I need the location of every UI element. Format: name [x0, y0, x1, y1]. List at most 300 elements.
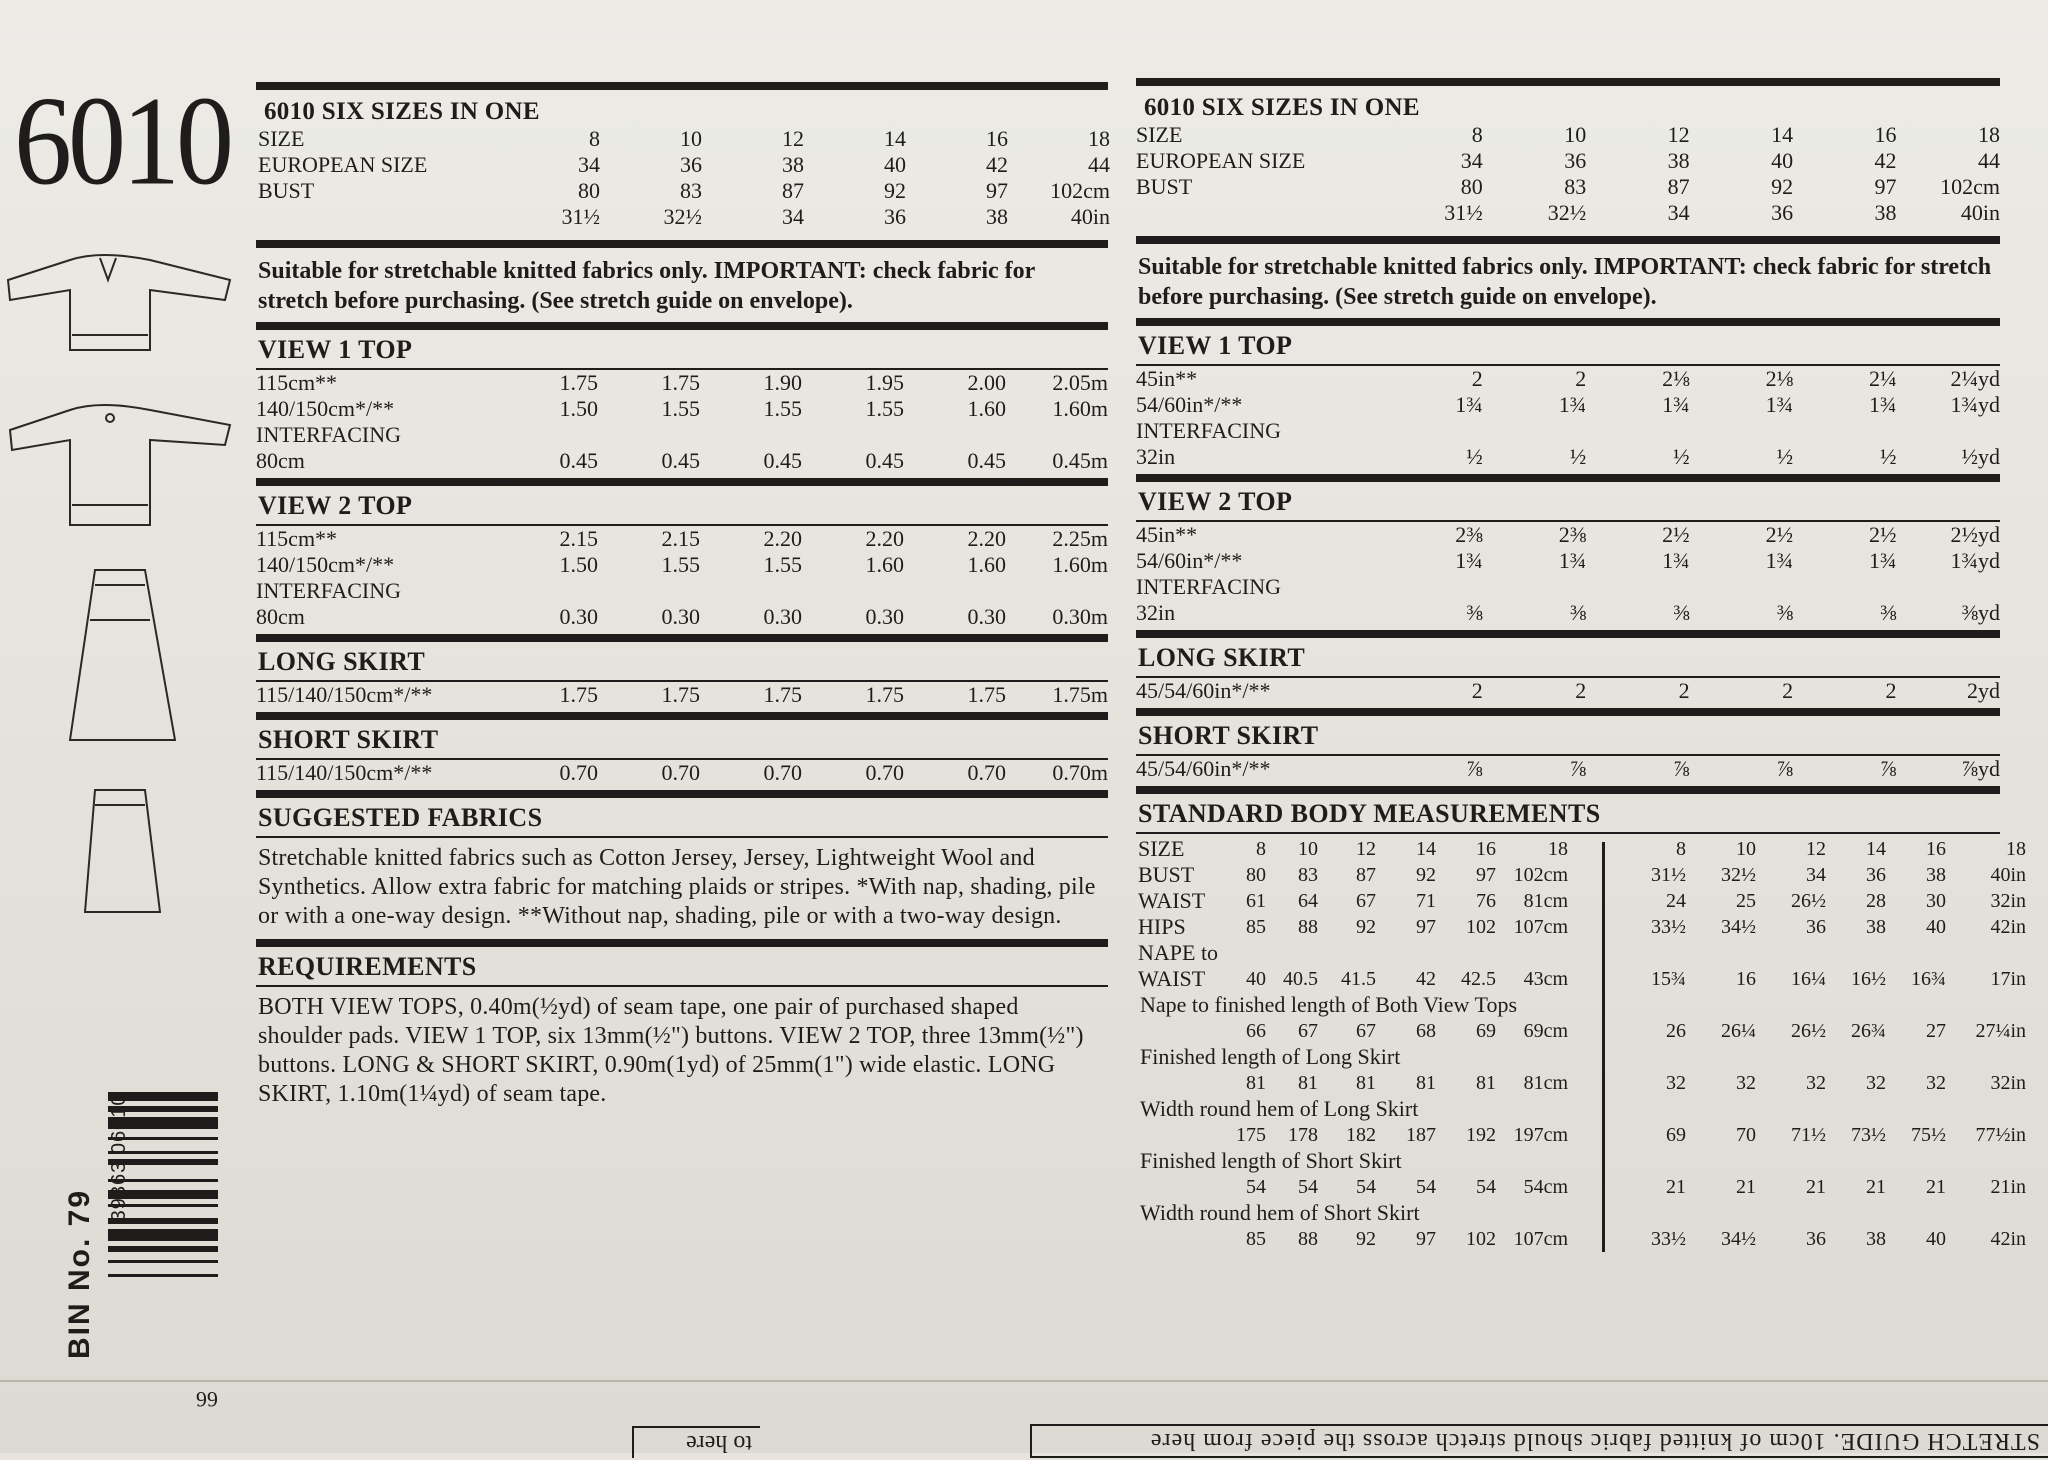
yardage-row	[1136, 392, 2000, 418]
measurement-cm-value: 67	[1356, 1020, 1376, 1042]
section-rule	[256, 240, 1108, 248]
row-value	[1586, 574, 1689, 600]
row-value: 0.45	[763, 448, 802, 473]
row-value: 0.30	[661, 604, 700, 629]
section-rule	[1136, 318, 2000, 326]
row-value: 2	[1782, 678, 1794, 703]
row-value: 16	[986, 126, 1008, 151]
row-value: 1¾	[1765, 548, 1794, 573]
row-value: 0.45	[865, 448, 904, 473]
row-value: 14	[1771, 122, 1794, 147]
row-value: 1.75	[559, 370, 598, 395]
view2-yardage-table	[256, 526, 1108, 630]
yardage-row	[258, 152, 1110, 178]
view1-yardage-table	[1136, 366, 2000, 470]
row-label	[258, 204, 498, 230]
row-value: 1.50	[559, 552, 598, 577]
measurement-label: HIPS	[1138, 914, 1186, 939]
row-value: 1¾	[1868, 392, 1897, 417]
measurement-cm-value: 67	[1356, 890, 1376, 912]
row-value: 1¾yd	[1950, 392, 2000, 417]
measurement-inch-value: 17in	[1990, 968, 2026, 990]
yardage-row	[256, 604, 1108, 630]
yardage-row	[1136, 756, 2000, 782]
measurement-note: Finished length of Long Skirt	[1140, 1044, 1401, 1069]
measurement-cm-value: 197cm	[1513, 1124, 1568, 1146]
measurement-cm-value: 81	[1246, 1072, 1266, 1094]
measurement-cm-value: 87	[1356, 864, 1376, 886]
section-rule	[256, 322, 1108, 330]
view2-yardage-table	[1136, 522, 2000, 626]
row-value: 1.55	[763, 396, 802, 421]
row-value	[496, 422, 598, 448]
measurement-inch-value: 75½	[1911, 1124, 1946, 1146]
yardage-row	[1136, 600, 2000, 626]
measurement-cm-value: 40	[1246, 968, 1266, 990]
row-label: 80cm	[256, 604, 305, 629]
section-rule	[256, 712, 1108, 720]
row-label: SIZE	[1136, 122, 1183, 147]
row-value: 2⅜	[1455, 522, 1483, 547]
row-value	[598, 578, 700, 604]
measurement-cm-value: 81	[1298, 1072, 1318, 1094]
section-rule	[1136, 786, 2000, 794]
measurement-inch-value: 36	[1866, 864, 1886, 886]
measurement-cm-value: 102cm	[1513, 864, 1568, 886]
measurement-cm-value: 10	[1298, 838, 1318, 860]
suggested-fabrics-heading: SUGGESTED FABRICS	[258, 803, 543, 832]
row-value	[1793, 574, 1896, 600]
row-value	[1896, 418, 2000, 444]
row-value: ½	[1879, 444, 1897, 469]
measurement-inch-value: 71½	[1791, 1124, 1826, 1146]
row-label: 140/150cm*/**	[256, 552, 395, 577]
measurement-inch-value: 32in	[1990, 1072, 2026, 1094]
yardage-row	[1136, 366, 2000, 392]
measurement-cm-value: 71	[1416, 890, 1436, 912]
row-value: 2.20	[865, 526, 904, 551]
row-value: 83	[1564, 174, 1587, 199]
row-value: 8	[589, 126, 600, 151]
stretch-notice: Suitable for stretchable knitted fabrics only. IMPORTANT: check fabric for stretch before purchasing. (See stretch guide on envelope).	[258, 258, 1035, 314]
row-value: ½yd	[1961, 444, 2000, 469]
row-label: INTERFACING	[256, 422, 402, 447]
yardage-row	[1136, 522, 2000, 548]
measurement-cm-value: 92	[1416, 864, 1436, 886]
measurement-cm-value: 81cm	[1523, 1072, 1568, 1094]
row-value: 1¾	[1558, 392, 1587, 417]
stretch-guide-end: to here	[632, 1426, 760, 1458]
measurement-inch-value: 10	[1736, 838, 1756, 860]
row-value: 1.60	[967, 552, 1006, 577]
row-value: ½	[1673, 444, 1690, 469]
row-value: 2½	[1765, 522, 1794, 547]
row-value: 2.05m	[1052, 370, 1108, 395]
measurement-inch-value: 12	[1806, 838, 1826, 860]
measurement-cm-value: 88	[1298, 916, 1318, 938]
measurement-row	[1136, 966, 2026, 992]
yardage-row	[1136, 444, 2000, 470]
row-value: 2	[1885, 678, 1897, 703]
metric-requirements-column	[256, 82, 1108, 1117]
measurement-row	[1136, 862, 2026, 888]
row-value	[802, 578, 904, 604]
row-value: 18	[1978, 122, 2000, 147]
measurement-cm-value: 54	[1356, 1176, 1376, 1198]
section-rule	[256, 478, 1108, 486]
yardage-row	[258, 204, 1110, 230]
measurement-cm-value: 97	[1416, 1228, 1436, 1250]
measurement-row	[1136, 888, 2026, 914]
yardage-row	[1136, 174, 2000, 200]
measurement-inch-value: 33½	[1651, 916, 1686, 938]
row-value: 40	[1771, 148, 1794, 173]
row-value: 87	[782, 178, 804, 203]
row-value: 44	[1088, 152, 1110, 177]
row-value	[1379, 574, 1482, 600]
yardage-row	[1136, 418, 2000, 444]
measurement-inch-value: 18	[2006, 838, 2026, 860]
size-table	[1136, 122, 2000, 226]
row-value: ⅞	[1776, 756, 1794, 781]
measurement-cm-value: 81	[1356, 1072, 1376, 1094]
row-value: 2¼yd	[1950, 366, 2000, 391]
row-label: INTERFACING	[256, 578, 402, 603]
row-value: 1¾	[1868, 548, 1897, 573]
section-rule	[256, 939, 1108, 947]
stretch-guide-text: STRETCH GUIDE. 10cm of knitted fabric should stretch across the piece from here	[1030, 1424, 2048, 1458]
yardage-row	[258, 178, 1110, 204]
measurement-inch-value: 21in	[1990, 1176, 2026, 1198]
measurement-inch-value: 26	[1666, 1020, 1686, 1042]
row-value	[1483, 418, 1586, 444]
measurement-inch-value: 16½	[1851, 968, 1886, 990]
measurement-inch-value: 26¼	[1721, 1020, 1756, 1042]
yardage-row	[256, 760, 1108, 786]
measurement-inch-value: 40	[1926, 1228, 1946, 1250]
row-value: ⅞	[1466, 756, 1483, 781]
measurement-cm-value: 76	[1476, 890, 1496, 912]
row-value: 1¾	[1455, 548, 1483, 573]
measurement-inch-value: 16¾	[1911, 968, 1946, 990]
row-value: 42	[986, 152, 1008, 177]
row-value: 1.60	[865, 552, 904, 577]
measurement-row	[1136, 940, 2000, 966]
measurement-row	[1136, 1018, 2026, 1044]
row-value: ⅜	[1776, 600, 1794, 625]
measurement-inch-value: 36	[1806, 916, 1826, 938]
measurement-row	[1136, 836, 2026, 862]
row-value: 0.45	[559, 448, 598, 473]
row-value: 0.30	[865, 604, 904, 629]
row-value: 1¾	[1662, 548, 1690, 573]
row-value: 2½	[1868, 522, 1897, 547]
row-value: 2⅛	[1662, 366, 1690, 391]
measurement-cm-value: 54	[1416, 1176, 1436, 1198]
row-value: 40in	[1070, 204, 1110, 229]
row-value: ½	[1569, 444, 1587, 469]
size-table	[258, 126, 1110, 230]
view1-yardage-table	[256, 370, 1108, 474]
row-value: ⅞	[1879, 756, 1897, 781]
measurement-cm-value: 92	[1356, 1228, 1376, 1250]
measurement-cm-value: 42	[1416, 968, 1436, 990]
measurement-cm-value: 16	[1476, 838, 1496, 860]
row-value: 83	[680, 178, 702, 203]
barcode-number: 0 39363 06010	[108, 1093, 130, 1240]
row-value: 97	[1874, 174, 1897, 199]
view1-heading: VIEW 1 TOP	[1138, 331, 1293, 360]
row-value: 34	[782, 204, 804, 229]
long-skirt-yardage-table	[1136, 678, 2000, 704]
stretch-guide-strip	[360, 1420, 2048, 1460]
row-value: 2	[1575, 366, 1587, 391]
measurement-inch-value: 25	[1736, 890, 1756, 912]
side-page-number: 66	[196, 1387, 218, 1412]
row-value: 1.75m	[1052, 682, 1108, 707]
thin-rule	[256, 836, 1108, 838]
measurement-inch-value: 16	[1926, 838, 1946, 860]
view2-heading: VIEW 2 TOP	[1138, 487, 1293, 516]
measurement-cm-value: 81cm	[1523, 890, 1568, 912]
measurement-inch-value: 21	[1666, 1176, 1686, 1198]
yardage-row	[1136, 148, 2000, 174]
yardage-row	[256, 370, 1108, 396]
row-label: EUROPEAN SIZE	[258, 152, 428, 177]
short-skirt-heading: SHORT SKIRT	[258, 725, 439, 754]
long-skirt-yardage-table	[256, 682, 1108, 708]
thin-rule	[256, 985, 1108, 987]
view2-top-sketch	[10, 405, 230, 525]
measurement-note: Width round hem of Short Skirt	[1140, 1200, 1420, 1225]
row-value: 0.45m	[1052, 448, 1108, 473]
pattern-number: 6010	[14, 71, 230, 213]
row-value: 2⅛	[1765, 366, 1794, 391]
row-value: 1¾	[1455, 392, 1483, 417]
row-value	[1379, 418, 1482, 444]
row-value: 1.75	[865, 682, 904, 707]
measurement-inch-value: 38	[1926, 864, 1946, 886]
row-value: 42	[1874, 148, 1897, 173]
row-value	[598, 422, 700, 448]
view2-heading: VIEW 2 TOP	[258, 491, 413, 520]
row-value: ½	[1466, 444, 1483, 469]
row-value: 1.55	[865, 396, 904, 421]
row-value: 97	[986, 178, 1008, 203]
sizes-title: 6010 SIX SIZES IN ONE	[264, 98, 540, 125]
measurement-note: Finished length of Short Skirt	[1140, 1148, 1402, 1173]
measurement-cm-value: 102	[1466, 1228, 1496, 1250]
row-value: 0.70	[865, 760, 904, 785]
row-value: 40	[884, 152, 906, 177]
row-label: 115cm**	[256, 370, 338, 395]
row-value	[1690, 574, 1793, 600]
row-value: 34	[1667, 200, 1690, 225]
section-rule	[1136, 708, 2000, 716]
row-value: 31½	[1444, 200, 1483, 225]
row-value: 0.30	[967, 604, 1006, 629]
requirements-heading: REQUIREMENTS	[258, 952, 477, 981]
measurement-cm-value: 69	[1476, 1020, 1496, 1042]
short-skirt-yardage-table	[1136, 756, 2000, 782]
row-value: 1¾	[1558, 548, 1587, 573]
row-value: 92	[1771, 174, 1794, 199]
measurement-inch-value: 70	[1736, 1124, 1756, 1146]
measurement-inch-value: 73½	[1851, 1124, 1886, 1146]
yardage-row	[256, 448, 1108, 474]
row-value: 0.30	[763, 604, 802, 629]
measurement-inch-value: 26½	[1791, 890, 1826, 912]
measurement-inch-value: 30	[1926, 890, 1946, 912]
measurement-inch-value: 77½in	[1975, 1124, 2026, 1146]
measurement-cm-value: 54	[1298, 1176, 1318, 1198]
row-value: 1.60m	[1052, 552, 1108, 577]
row-value: 38	[986, 204, 1008, 229]
row-value: ⅜yd	[1961, 600, 2000, 625]
row-value: 0.70	[763, 760, 802, 785]
row-value	[1896, 574, 2000, 600]
measurement-cm-value: 83	[1298, 864, 1318, 886]
section-rule	[1136, 630, 2000, 638]
body-measurements-heading: STANDARD BODY MEASUREMENTS	[1138, 799, 1601, 828]
row-value: 31½	[561, 204, 600, 229]
measurement-cm-value: 107cm	[1513, 1228, 1568, 1250]
measurement-inch-value: 24	[1666, 890, 1686, 912]
measurement-inch-value: 16	[1736, 968, 1756, 990]
row-value: 14	[884, 126, 906, 151]
imperial-requirements-column	[1136, 78, 2026, 1252]
section-rule	[256, 634, 1108, 642]
row-value: 2	[1575, 678, 1587, 703]
measurement-cm-value: 18	[1548, 838, 1568, 860]
row-value: 0.70m	[1052, 760, 1108, 785]
top-rule	[1136, 78, 2000, 86]
row-value	[1006, 422, 1108, 448]
measurement-inch-value: 32	[1736, 1072, 1756, 1094]
row-value: 0.30m	[1052, 604, 1108, 629]
row-value: 38	[1874, 200, 1897, 225]
row-value: 1.75	[763, 682, 802, 707]
measurement-cm-value: 88	[1298, 1228, 1318, 1250]
envelope-fold-line	[0, 1380, 2048, 1382]
measurement-row	[1136, 914, 2026, 940]
measurement-row	[1136, 1122, 2026, 1148]
yardage-row	[1136, 548, 2000, 574]
measurement-cm-value: 41.5	[1341, 968, 1376, 990]
row-value: 2	[1471, 366, 1483, 391]
row-value: 0.70	[967, 760, 1006, 785]
measurement-inch-value: 40in	[1990, 864, 2026, 886]
measurement-inch-value: 15¾	[1651, 968, 1686, 990]
measurement-inch-value: 40	[1926, 916, 1946, 938]
row-value: 87	[1667, 174, 1690, 199]
measurement-inch-value: 27	[1926, 1020, 1946, 1042]
row-value	[1690, 418, 1793, 444]
row-value: 1.75	[661, 370, 700, 395]
measurement-cm-value: 8	[1256, 838, 1266, 860]
measurement-inch-value: 38	[1866, 1228, 1886, 1250]
measurement-cm-value: 66	[1246, 1020, 1266, 1042]
row-label: EUROPEAN SIZE	[1136, 148, 1306, 173]
row-label: 45in**	[1136, 366, 1198, 391]
row-label: 115/140/150cm*/**	[256, 682, 433, 707]
stretch-notice: Suitable for stretchable knitted fabrics only. IMPORTANT: check fabric for stretch before purchasing. (See stretch guide on envelope).	[1138, 254, 1992, 310]
row-value: 38	[1667, 148, 1690, 173]
row-label: 32in	[1136, 600, 1176, 625]
row-value: 8	[1471, 122, 1483, 147]
row-value: ⅜	[1879, 600, 1897, 625]
measurement-inch-value: 27¼in	[1975, 1020, 2026, 1042]
row-label: 45/54/60in*/**	[1136, 678, 1271, 703]
measurement-inch-value: 34½	[1721, 1228, 1756, 1250]
row-value: 102cm	[1050, 178, 1110, 203]
row-value: 10	[680, 126, 702, 151]
top-rule	[256, 82, 1108, 90]
row-value: 2½	[1662, 522, 1690, 547]
measurement-inch-value: 32in	[1990, 890, 2026, 912]
row-value: 18	[1088, 126, 1110, 151]
measurement-inch-value: 21	[1866, 1176, 1886, 1198]
measurement-cm-value: 178	[1288, 1124, 1318, 1146]
row-value: 0.70	[559, 760, 598, 785]
measurement-cm-value: 182	[1346, 1124, 1376, 1146]
measurement-cm-value: 61	[1246, 890, 1266, 912]
measurement-inch-value: 32	[1666, 1072, 1686, 1094]
measurement-cm-value: 54	[1476, 1176, 1496, 1198]
short-skirt-heading: SHORT SKIRT	[1138, 721, 1319, 750]
measurement-cm-value: 54	[1246, 1176, 1266, 1198]
measurement-cm-value: 54cm	[1523, 1176, 1568, 1198]
measurement-cm-value: 67	[1298, 1020, 1318, 1042]
row-value: 1.75	[559, 682, 598, 707]
row-label: 32in	[1136, 444, 1176, 469]
measurement-cm-value: 43cm	[1523, 968, 1568, 990]
row-value: 2yd	[1967, 678, 2000, 703]
row-value: 80	[1460, 174, 1483, 199]
measurement-cm-value: 81	[1416, 1072, 1436, 1094]
row-value: 0.70	[661, 760, 700, 785]
row-label: BUST	[1136, 174, 1193, 199]
row-value: 1.90	[763, 370, 802, 395]
measurement-cm-value: 92	[1356, 916, 1376, 938]
measurement-label: NAPE to	[1138, 940, 1219, 965]
row-value	[904, 422, 1006, 448]
measurement-label: BUST	[1138, 862, 1195, 887]
garment-sketches	[0, 240, 240, 920]
measurement-cm-value: 42.5	[1461, 968, 1496, 990]
row-value: 102cm	[1940, 174, 2000, 199]
row-value	[1006, 578, 1108, 604]
row-value: 1.75	[661, 682, 700, 707]
measurement-note: Nape to finished length of Both View Tops	[1140, 992, 1518, 1017]
yardage-row	[256, 682, 1108, 708]
yardage-row	[256, 422, 1108, 448]
row-value: 2.20	[763, 526, 802, 551]
measurement-inch-value: 32	[1866, 1072, 1886, 1094]
row-value: 2.25m	[1052, 526, 1108, 551]
yardage-row	[1136, 574, 2000, 600]
measurement-inch-value: 21	[1926, 1176, 1946, 1198]
measurement-cm-value: 85	[1246, 916, 1266, 938]
measurement-label: SIZE	[1138, 836, 1185, 861]
row-value: 36	[884, 204, 906, 229]
measurement-inch-value: 33½	[1651, 1228, 1686, 1250]
measurement-inch-value: 16¼	[1791, 968, 1826, 990]
measurement-cm-value: 175	[1236, 1124, 1266, 1146]
row-value: ⅞yd	[1961, 756, 2000, 781]
sizes-title: 6010 SIX SIZES IN ONE	[1144, 94, 1420, 121]
measurement-inch-value: 38	[1866, 916, 1886, 938]
